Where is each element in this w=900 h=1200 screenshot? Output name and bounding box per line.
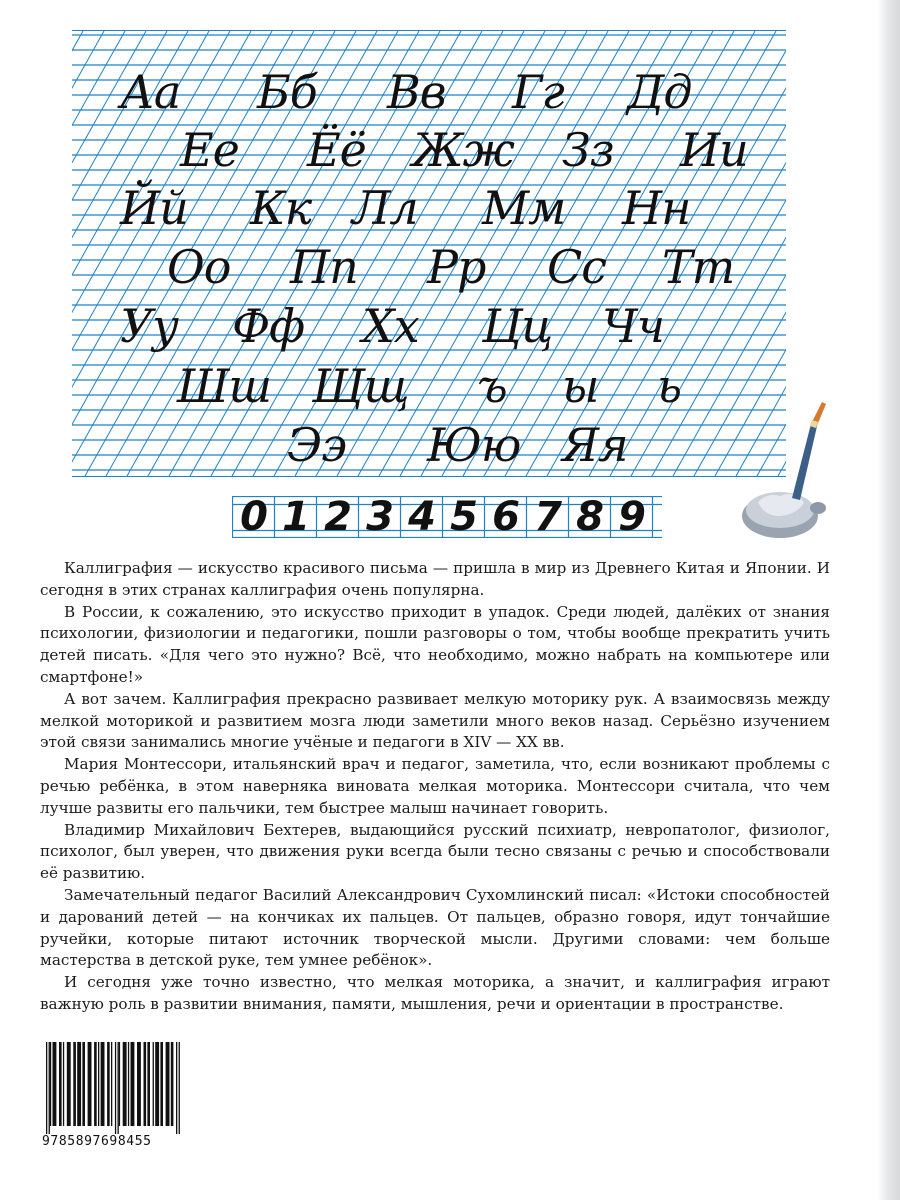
barcode-bar [73,1042,76,1126]
barcode-bar [160,1042,163,1126]
barcode-bar [46,1042,47,1134]
barcode-bar [137,1042,141,1126]
barcode-bar [101,1042,105,1126]
paragraph-5: Владимир Михайлович Бехтерев, выдающийся русский психиатр, невропатолог, физиолог, психолог, был уверен, что движения руки всегда были тесно связаны с речью и способствовали её развитию. [40,820,830,883]
barcode-bar [53,1042,57,1126]
letter-pair: Юю [427,418,521,472]
letter-pair: Вв [387,65,446,119]
barcode-bar [82,1042,85,1126]
paragraph-2: В России, к сожалению, это искусство приходит в упадок. Среди людей, далёких от знания психологии, физиологии и педагогики, пошли разговоры о том, чтобы вообще прекратить учить детей писать. «Для чего это нужно? Всё, что необходимо, можно набрать на компьютере или смартфоне!» [40,602,830,686]
letter-pair: Ее [180,123,239,177]
barcode-bar [128,1042,129,1126]
barcode-bar [63,1042,64,1126]
alphabet-row [72,65,786,129]
alphabet-row [72,299,786,363]
isbn-barcode [42,1042,192,1134]
paragraph-4: Мария Монтессори, итальянский врач и педагог, заметила, что, если возникают проблемы с речью ребёнка, в этом наверняка виновата мелкая моторика. Монтессори считала, что чем лучше развиты его пальчики, тем быстрее малыш начинает говорить. [40,755,830,817]
barcode-bar [88,1042,92,1126]
letter-pair: Фф [232,299,305,353]
alphabet-row [72,123,786,187]
page-edge-shadow [878,0,900,1200]
digit: 6 [492,494,520,540]
letter-pair: Бб [257,65,317,119]
barcode-bar [59,1042,62,1126]
barcode-bar [49,1042,50,1134]
barcode-bar [153,1042,154,1126]
alphabet-row [72,359,786,423]
letter-pair: Тт [662,240,735,294]
digit: 9 [618,494,646,540]
barcode-bar [155,1042,159,1126]
barcode-bar [98,1042,99,1126]
letter-pair: Яя [562,418,628,472]
letter-pair: Сс [547,240,606,294]
digit: 8 [576,494,604,540]
barcode-bar [131,1042,135,1126]
alphabet-row [72,418,786,477]
letter-pair: Щщ [312,359,409,413]
copybook-alphabet-grid [72,30,786,477]
inkwell-pen-icon [740,398,840,548]
digit: 1 [282,494,310,540]
alphabet-row [72,181,786,245]
digit: 0 [240,494,268,540]
isbn-number: 9785897698455 [42,1134,152,1149]
letter-pair: Лл [352,181,418,235]
paragraph-7: И сегодня уже точно известно, что мелкая моторика, а значит, и каллиграфия играют важную роль в развитии внимания, памяти, мышления, речи и ориентации в пространстве. [40,973,830,1013]
letter-pair: Ёё [307,123,366,177]
digit: 3 [366,494,394,540]
letter-pair: Аа [120,65,181,119]
letter-pair: Мм [482,181,566,235]
barcode-bar [118,1042,119,1134]
letter-pair: Чч [602,299,665,353]
paragraph-6: Замечательный педагог Василий Александрович Сухомлинский писал: «Истоки способностей и дарований детей — на кончиках их пальцев. От пальцев, образно говоря, идут тончайшие ручейки, которые питают источник творческой мысли. Другими словами: чем больше мастерства в детской руке, тем умнее ребёнок». [40,885,830,970]
paragraph-3: А вот зачем. Каллиграфия прекрасно развивает мелкую моторику рук. А взаимосвязь между мелкой моторикой и развитием мозга люди заметили много веков назад. Серьёзно изучением этой связи занимались многие учёные и педагоги в XIV — XX вв. [40,689,830,752]
article-text [40,558,830,1016]
letter-pair: Ээ [287,418,346,472]
digit: 7 [534,494,562,540]
barcode-bar [67,1042,71,1126]
barcode-bar [123,1042,127,1126]
letter-pair: Ии [680,123,748,177]
letter-pair: ъ [477,359,507,413]
letter-pair: Хх [362,299,419,353]
barcode-bar [119,1042,120,1126]
digit: 2 [324,494,352,540]
letter-pair: Пп [290,240,358,294]
barcode-bar [166,1042,170,1126]
letter-pair: Рр [427,240,486,294]
paragraph-1: Каллиграфия — искусство красивого письма — пришла в мир из Древнего Китая и Японии. И сегодня в этих странах каллиграфия очень популярна. [40,559,830,599]
letter-pair: Гг [512,65,564,119]
barcode-bars [42,1042,192,1134]
letter-pair: Нн [622,181,691,235]
digit: 4 [408,494,436,540]
barcode-bar [50,1042,51,1126]
letter-pair: Зз [562,123,614,177]
alphabet-row [72,240,786,304]
barcode-bar [94,1042,97,1126]
barcode-bar [171,1042,174,1126]
barcode-bar [147,1042,150,1126]
barcode-bar [77,1042,81,1126]
digit: 5 [450,494,478,540]
barcode-bar [111,1042,112,1126]
letter-pair: Цц [482,299,553,353]
letter-pair: Шш [177,359,272,413]
letter-pair: Дд [627,65,692,119]
letter-pair: ы [562,359,599,413]
barcode-bar [176,1042,177,1134]
barcode-bar [179,1042,180,1134]
letter-pair: Уу [120,299,178,353]
barcode-bar [144,1042,147,1126]
letter-pair: ь [657,359,682,413]
barcode-bar [107,1042,110,1126]
barcode-bar [115,1042,116,1134]
letter-pair: Жж [412,123,514,177]
letter-pair: Кк [250,181,312,235]
letter-pair: Оо [167,240,231,294]
letter-pair: Йй [120,181,188,235]
